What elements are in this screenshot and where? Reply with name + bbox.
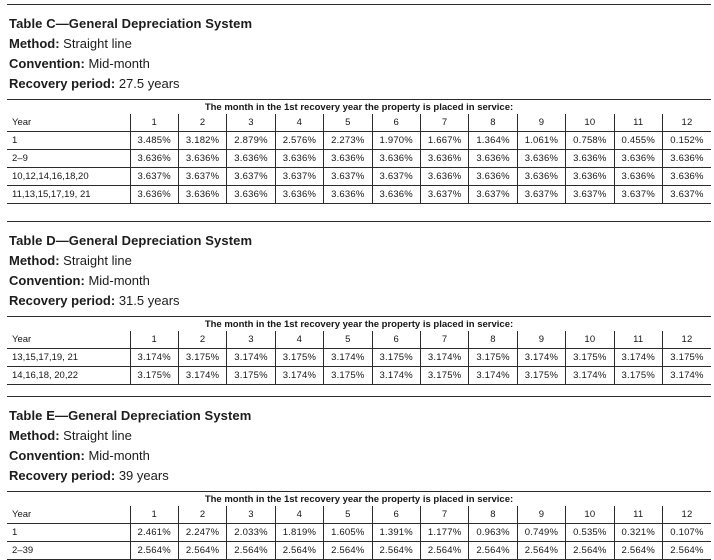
value-cell: 3.637% [420, 186, 468, 204]
value-cell: 2.564% [324, 542, 372, 560]
value-cell: 1.177% [420, 524, 468, 542]
month-column-header: 1 [130, 506, 178, 524]
value-cell: 3.636% [275, 186, 323, 204]
value-cell: 3.175% [372, 349, 420, 367]
recovery-period-value: 39 years [118, 468, 169, 483]
value-cell: 0.107% [662, 524, 711, 542]
convention-line [9, 271, 711, 291]
value-cell: 0.152% [662, 132, 711, 150]
value-cell: 3.636% [662, 168, 711, 186]
value-cell: 0.758% [566, 132, 614, 150]
value-cell: 3.174% [662, 367, 711, 385]
value-cell: 3.174% [420, 349, 468, 367]
value-cell: 3.636% [420, 168, 468, 186]
month-column-header: 5 [324, 331, 372, 349]
value-cell: 2.564% [517, 542, 565, 560]
month-column-header: 1 [130, 114, 178, 132]
value-cell: 3.636% [178, 186, 226, 204]
value-cell: 0.321% [614, 524, 662, 542]
month-column-header: 11 [614, 506, 662, 524]
table-row [7, 186, 711, 204]
method-value: Straight line [63, 253, 132, 268]
value-cell: 1.391% [372, 524, 420, 542]
value-cell: 3.636% [130, 150, 178, 168]
value-cell: 3.174% [178, 367, 226, 385]
month-column-header: 10 [566, 506, 614, 524]
month-column-header: 12 [662, 114, 711, 132]
value-cell: 3.636% [566, 150, 614, 168]
year-cell: 2–39 [7, 542, 130, 560]
year-cell: 2–9 [7, 150, 130, 168]
value-cell: 3.174% [469, 367, 517, 385]
year-cell: 13,15,17,19, 21 [7, 349, 130, 367]
table-d-section [7, 221, 711, 385]
table-caption: The month in the 1st recovery year the property is placed in service: [204, 102, 514, 113]
convention-label: Convention: [9, 273, 85, 288]
month-column-header: 7 [420, 114, 468, 132]
month-column-header: 11 [614, 114, 662, 132]
value-cell: 3.636% [227, 186, 275, 204]
value-cell: 2.564% [662, 542, 711, 560]
value-cell: 3.175% [662, 349, 711, 367]
value-cell: 3.175% [566, 349, 614, 367]
year-cell: 11,13,15,17,19, 21 [7, 186, 130, 204]
value-cell: 3.175% [614, 367, 662, 385]
month-column-header: 7 [420, 506, 468, 524]
value-cell: 3.637% [517, 186, 565, 204]
year-cell: 14,16,18, 20,22 [7, 367, 130, 385]
value-cell: 3.636% [324, 186, 372, 204]
value-cell: 3.175% [227, 367, 275, 385]
value-cell: 2.461% [130, 524, 178, 542]
value-cell: 2.564% [469, 542, 517, 560]
convention-value: Mid-month [88, 56, 150, 71]
recovery-period-label: Recovery period: [9, 468, 116, 483]
month-column-header: 5 [324, 114, 372, 132]
section-header [7, 5, 711, 99]
table-c-section [7, 4, 711, 204]
depreciation-table-e [7, 491, 711, 560]
method-value: Straight line [63, 36, 132, 51]
method-value: Straight line [63, 428, 132, 443]
value-cell: 3.636% [372, 150, 420, 168]
value-cell: 3.485% [130, 132, 178, 150]
month-column-header: 4 [275, 506, 323, 524]
table-caption-row [7, 100, 711, 115]
value-cell: 2.273% [324, 132, 372, 150]
value-cell: 2.033% [227, 524, 275, 542]
month-column-header: 4 [275, 331, 323, 349]
value-cell: 3.636% [469, 168, 517, 186]
value-cell: 3.174% [275, 367, 323, 385]
recovery-period-line [9, 291, 711, 311]
value-cell: 2.564% [227, 542, 275, 560]
value-cell: 3.174% [517, 349, 565, 367]
value-cell: 2.247% [178, 524, 226, 542]
value-cell: 3.636% [566, 168, 614, 186]
value-cell: 3.636% [130, 186, 178, 204]
month-column-header: 6 [372, 114, 420, 132]
value-cell: 3.636% [469, 150, 517, 168]
value-cell: 3.637% [178, 168, 226, 186]
table-row [7, 168, 711, 186]
value-cell: 1.667% [420, 132, 468, 150]
value-cell: 3.174% [227, 349, 275, 367]
table-row [7, 542, 711, 560]
month-column-header: 12 [662, 506, 711, 524]
table-caption-row [7, 492, 711, 507]
month-column-header: 8 [469, 114, 517, 132]
table-row [7, 524, 711, 542]
value-cell: 3.637% [372, 168, 420, 186]
month-column-header: 6 [372, 331, 420, 349]
month-column-header: 8 [469, 506, 517, 524]
year-column-header: Year [7, 506, 130, 524]
recovery-period-label: Recovery period: [9, 76, 116, 91]
table-caption: The month in the 1st recovery year the property is placed in service: [204, 494, 514, 505]
table-header-row [7, 331, 711, 349]
month-column-header: 8 [469, 331, 517, 349]
value-cell: 3.175% [420, 367, 468, 385]
value-cell: 3.636% [275, 150, 323, 168]
value-cell: 1.819% [275, 524, 323, 542]
value-cell: 1.605% [324, 524, 372, 542]
month-column-header: 1 [130, 331, 178, 349]
recovery-period-value: 27.5 years [118, 76, 180, 91]
value-cell: 2.564% [372, 542, 420, 560]
table-header-row [7, 114, 711, 132]
month-column-header: 3 [227, 331, 275, 349]
year-cell: 1 [7, 524, 130, 542]
value-cell: 3.174% [130, 349, 178, 367]
value-cell: 1.364% [469, 132, 517, 150]
value-cell: 3.636% [517, 150, 565, 168]
value-cell: 3.175% [469, 349, 517, 367]
value-cell: 3.637% [469, 186, 517, 204]
table-caption-row [7, 317, 711, 332]
value-cell: 3.174% [324, 349, 372, 367]
convention-value: Mid-month [88, 273, 150, 288]
year-cell: 1 [7, 132, 130, 150]
method-label: Method: [9, 428, 60, 443]
value-cell: 3.175% [324, 367, 372, 385]
value-cell: 3.174% [566, 367, 614, 385]
recovery-period-value: 31.5 years [118, 293, 180, 308]
value-cell: 3.637% [566, 186, 614, 204]
value-cell: 3.636% [614, 168, 662, 186]
month-column-header: 6 [372, 506, 420, 524]
value-cell: 3.175% [517, 367, 565, 385]
convention-line [9, 54, 711, 74]
month-column-header: 11 [614, 331, 662, 349]
value-cell: 3.175% [275, 349, 323, 367]
method-label: Method: [9, 253, 60, 268]
section-title: Table E—General Depreciation System [9, 408, 252, 423]
month-column-header: 7 [420, 331, 468, 349]
value-cell: 3.636% [227, 150, 275, 168]
table-caption: The month in the 1st recovery year the property is placed in service: [204, 319, 514, 330]
table-row [7, 150, 711, 168]
value-cell: 3.174% [372, 367, 420, 385]
month-column-header: 3 [227, 506, 275, 524]
value-cell: 2.564% [614, 542, 662, 560]
section-header [7, 397, 711, 491]
table-e-section [7, 396, 711, 560]
value-cell: 3.637% [324, 168, 372, 186]
month-column-header: 12 [662, 331, 711, 349]
value-cell: 3.636% [662, 150, 711, 168]
recovery-period-line [9, 466, 711, 486]
value-cell: 1.061% [517, 132, 565, 150]
value-cell: 2.879% [227, 132, 275, 150]
month-column-header: 2 [178, 114, 226, 132]
year-column-header: Year [7, 331, 130, 349]
method-label: Method: [9, 36, 60, 51]
month-column-header: 10 [566, 331, 614, 349]
value-cell: 3.636% [420, 150, 468, 168]
value-cell: 3.637% [275, 168, 323, 186]
value-cell: 0.963% [469, 524, 517, 542]
month-column-header: 4 [275, 114, 323, 132]
month-column-header: 2 [178, 506, 226, 524]
convention-value: Mid-month [88, 448, 150, 463]
value-cell: 3.636% [614, 150, 662, 168]
convention-label: Convention: [9, 56, 85, 71]
value-cell: 3.636% [372, 186, 420, 204]
value-cell: 3.637% [662, 186, 711, 204]
value-cell: 0.749% [517, 524, 565, 542]
table-row [7, 367, 711, 385]
table-header-row [7, 506, 711, 524]
recovery-period-label: Recovery period: [9, 293, 116, 308]
month-column-header: 9 [517, 506, 565, 524]
value-cell: 3.175% [130, 367, 178, 385]
method-line [9, 34, 711, 54]
value-cell: 2.564% [130, 542, 178, 560]
value-cell: 2.564% [566, 542, 614, 560]
year-column-header: Year [7, 114, 130, 132]
value-cell: 2.576% [275, 132, 323, 150]
month-column-header: 5 [324, 506, 372, 524]
month-column-header: 9 [517, 114, 565, 132]
section-title: Table D—General Depreciation System [9, 233, 253, 248]
month-column-header: 2 [178, 331, 226, 349]
month-column-header: 3 [227, 114, 275, 132]
method-line [9, 426, 711, 446]
method-line [9, 251, 711, 271]
value-cell: 0.535% [566, 524, 614, 542]
value-cell: 3.636% [324, 150, 372, 168]
section-title: Table C—General Depreciation System [9, 16, 253, 31]
depreciation-table-d [7, 316, 711, 385]
value-cell: 3.174% [614, 349, 662, 367]
table-row [7, 132, 711, 150]
value-cell: 3.175% [178, 349, 226, 367]
section-header [7, 222, 711, 316]
value-cell: 0.455% [614, 132, 662, 150]
month-column-header: 9 [517, 331, 565, 349]
value-cell: 3.636% [517, 168, 565, 186]
value-cell: 1.970% [372, 132, 420, 150]
convention-line [9, 446, 711, 466]
table-row [7, 349, 711, 367]
value-cell: 3.637% [614, 186, 662, 204]
value-cell: 3.182% [178, 132, 226, 150]
value-cell: 2.564% [420, 542, 468, 560]
value-cell: 3.637% [130, 168, 178, 186]
year-cell: 10,12,14,16,18,20 [7, 168, 130, 186]
value-cell: 2.564% [275, 542, 323, 560]
convention-label: Convention: [9, 448, 85, 463]
depreciation-table-c [7, 99, 711, 204]
value-cell: 3.636% [178, 150, 226, 168]
recovery-period-line [9, 74, 711, 94]
month-column-header: 10 [566, 114, 614, 132]
value-cell: 3.637% [227, 168, 275, 186]
value-cell: 2.564% [178, 542, 226, 560]
